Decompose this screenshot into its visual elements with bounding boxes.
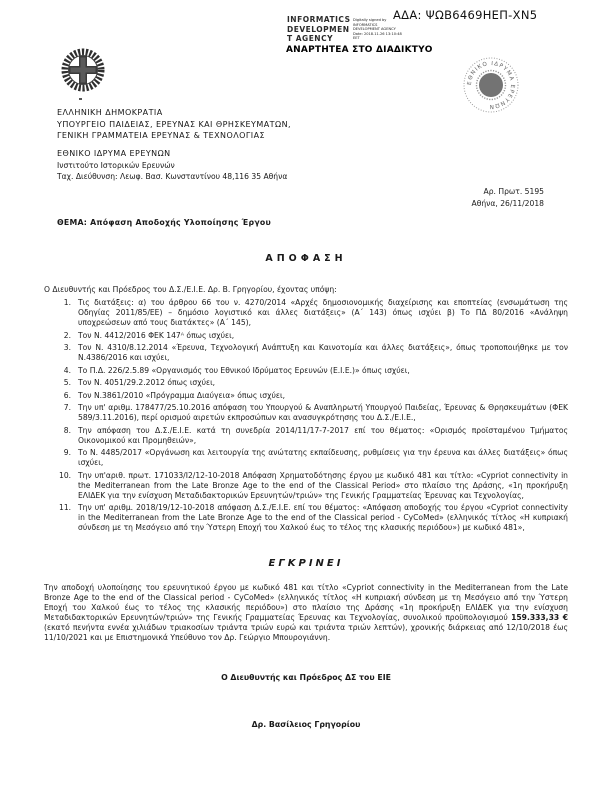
signature-details: Digitally signed by INFORMATICS DEVELOPMENT AGENCY Date: 2018.11.26 13:10:48 EET — [353, 18, 402, 40]
subject-label: ΘΕΜΑ: — [57, 218, 88, 227]
consideration-item: Την υπ'αριθ. πρωτ. 171033/Ι2/12-10-2018 Απόφαση Χρηματοδότησης έργου με κωδικό 481 και τίτλο: «Cypriot connectivity in the Mediterranean from the Late Bronze Age to the end of the Classical Period» στο πλαίσιο της Δράσης, «1η προκήρυξη ΕΛΙΔΕΚ για την ενίσχυση Μεταδιδακτορικών Ερευνητών/τριών» της Γενικής Γραμματείας Έρευνας και Τεχνολογίας, — [78, 470, 568, 500]
signatory-name: Δρ. Βασίλειος Γρηγορίου — [251, 720, 361, 729]
institute-name: Ινστιτούτο Ιστορικών Ερευνών — [57, 161, 175, 170]
subject-text: Απόφαση Αποδοχής Υλοποίησης Έργου — [90, 218, 271, 227]
approval-text-after: (εκατό πενήντα εννέα χιλιάδων τριακοσίων τριάντα τριών ευρώ και τριάντα τριών λεπτών), χρονικής διάρκειας από 12/10/2018 έως 11/10/2021 και με Επιστημονικά Υπεύθυνο τον Δρ. Γεώργιο Μπουρογιάννη. — [44, 623, 568, 642]
foundation-header — [57, 148, 287, 182]
consideration-item: Τις διατάξεις: α) του άρθρου 66 του ν. 4270/2014 «Αρχές δημοσιονομικής διαχείρισης και εποπτείας (ενσωμάτωση της Οδηγίας 2011/85/ΕΕ) – δημόσιο λογιστικό και άλλες διατάξεις» (Α΄ 143) όπως ισχύει β) Το ΠΔ 80/2016 «Ανάληψη υποχρεώσεων από τους διατάκτες» (Α΄ 145), — [78, 298, 568, 327]
decision-heading: ΑΠΟΦΑΣΗ — [265, 253, 347, 264]
document-body — [44, 254, 568, 730]
decision-intro: Ο Διευθυντής και Πρόεδρος του Δ.Σ./Ε.Ι.Ε. Δρ. Β. Γρηγορίου, έχοντας υπόψη: — [44, 285, 337, 294]
consideration-item: Την υπ' αριθμ. 178477/25.10.2016 απόφαση του Υπουργού & Αναπληρωτή Υπουργού Παιδείας, Έρευνας & Θρησκευμάτων (ΦΕΚ 589/3.11.2016), περί ορισμού αιρετών εκπροσώπων και ανασυγκρότησης του Δ.Σ./Ε.Ι.Ε., — [78, 403, 568, 422]
consideration-item: Τον Ν. 4310/8.12.2014 «Έρευνα, Τεχνολογική Ανάπτυξη και Καινοτομία και άλλες διατάξεις», όπως τροποποιήθηκε με τον Ν.4386/2016 και ισχύει, — [78, 343, 568, 362]
seal-rim-text: ΕΘΝΙΚΟ ΙΔΡΥΜΑ ΕΡΕΥΝΩΝ — [466, 60, 516, 110]
budget-amount: 159.333,33 € — [511, 613, 568, 622]
protocol-number: Αρ. Πρωτ. 5195 — [483, 187, 544, 196]
consideration-item: Το Ν. 4485/2017 «Οργάνωση και λειτουργία της ανώτατης εκπαίδευσης, ρυθμίσεις για την έρευνα και άλλες διατάξεις» όπως ισχύει, — [78, 448, 568, 467]
consideration-item: Τον Ν.3861/2010 «Πρόγραμμα Διαύγεια» όπως ισχύει, — [78, 390, 285, 400]
internet-posting-label: ΑΝΑΡΤΗΤΕΑ ΣΤΟ ΔΙΑΔΙΚΤΥΟ — [286, 45, 433, 55]
ada-number: ΑΔΑ: ΨΩΒ6469ΗΕΠ-ΧΝ5 — [393, 8, 538, 22]
approval-heading: ΕΓΚΡΙΝΕΙ — [268, 558, 344, 569]
consideration-item: Την απόφαση του Δ.Σ./Ε.Ι.Ε. κατά τη συνεδρία 2014/11/17-7-2017 επί του θέματος: «Ορισμός προϊσταμένου Τμήματος Οικονομικού και Προμηθειών», — [78, 425, 568, 445]
considerations-list — [56, 298, 568, 533]
date-place: Αθήνα, 26/11/2018 — [471, 198, 544, 208]
secretariat-name: ΓΕΝΙΚΗ ΓΡΑΜΜΑΤΕΙΑ ΕΡΕΥΝΑΣ & ΤΕΧΝΟΛΟΓΙΑΣ — [57, 131, 266, 140]
consideration-item: Τον Ν. 4412/2016 ΦΕΚ 147ᴬ όπως ισχύει, — [78, 330, 235, 340]
signatory-title: Ο Διευθυντής και Πρόεδρος ΔΣ του ΕΙΕ — [221, 673, 391, 682]
digital-signature-stamp — [287, 15, 437, 44]
signing-agency-name: INFORMATICS DEVELOPMEN T AGENCY — [287, 15, 351, 43]
ministry-name: ΥΠΟΥΡΓΕΙΟ ΠΑΙΔΕΙΑΣ, ΕΡΕΥΝΑΣ ΚΑΙ ΘΡΗΣΚΕΥΜΑΤΩΝ, — [57, 119, 291, 129]
consideration-item: Το Π.Δ. 226/2.5.89 «Οργανισμός του Εθνικού Ιδρύματος Ερευνών (Ε.Ι.Ε.)» όπως ισχύει, — [78, 365, 410, 375]
approval-text-before: Την αποδοχή υλοποίησης του ερευνητικού έργου με κωδικό 481 και τίτλο «Cypriot connectivity in the Mediterranean from the Late Bronze Age to the end of the Classical period - CyCoMed» (ελληνικός τίτλος «Η κυπριακή σύνδεση με τη Μεσόγειο από την Ύστερη Εποχή του Χαλκού έως το τέλος της κλασικής περιόδου») στο πλαίσιο της Δράσης «1η προκήρυξη ΕΛΙΔΕΚ για την ενίσχυση Μεταδιδακτορικών Ερευνητών/τριών» της Γενικής Γραμματείας Έρευνας και Τεχνολογίας, συνολικού προϋπολογισμού — [44, 583, 568, 622]
consideration-item: Την υπ' αριθμ. 2018/19/12-10-2018 απόφαση Δ.Σ./Ε.Ι.Ε. επί του θέματος: «Απόφαση αποδοχής του έργου «Cypriot connectivity in the Mediterranean from the Late Bronze Age to the end of the Classical period - CyCoMed» (ελληνικός τίτλος «Η κυπριακή σύνδεση με τη Μεσόγειο από την Ύστερη Εποχή του Χαλκού έως το τέλος της κλασικής περιόδου») με κωδικό 481», — [78, 503, 568, 532]
consideration-item: Τον Ν. 4051/29.2.2012 όπως ισχύει, — [78, 378, 216, 387]
government-header — [57, 107, 291, 142]
postal-address: Ταχ. Διεύθυνση: Λεωφ. Βασ. Κωνσταντίνου 48,116 35 Αθήνα — [57, 172, 288, 181]
republic-name: ΕΛΛΗΝΙΚΗ ΔΗΜΟΚΡΑΤΙΑ — [57, 108, 163, 117]
approval-paragraph — [44, 583, 568, 643]
coat-of-arms-icon — [60, 46, 106, 102]
foundation-seal-icon — [461, 55, 521, 115]
protocol-block — [378, 186, 544, 209]
foundation-name: ΕΘΝΙΚΟ ΙΔΡΥΜΑ ΕΡΕΥΝΩΝ — [57, 149, 171, 158]
subject-line — [57, 218, 271, 227]
